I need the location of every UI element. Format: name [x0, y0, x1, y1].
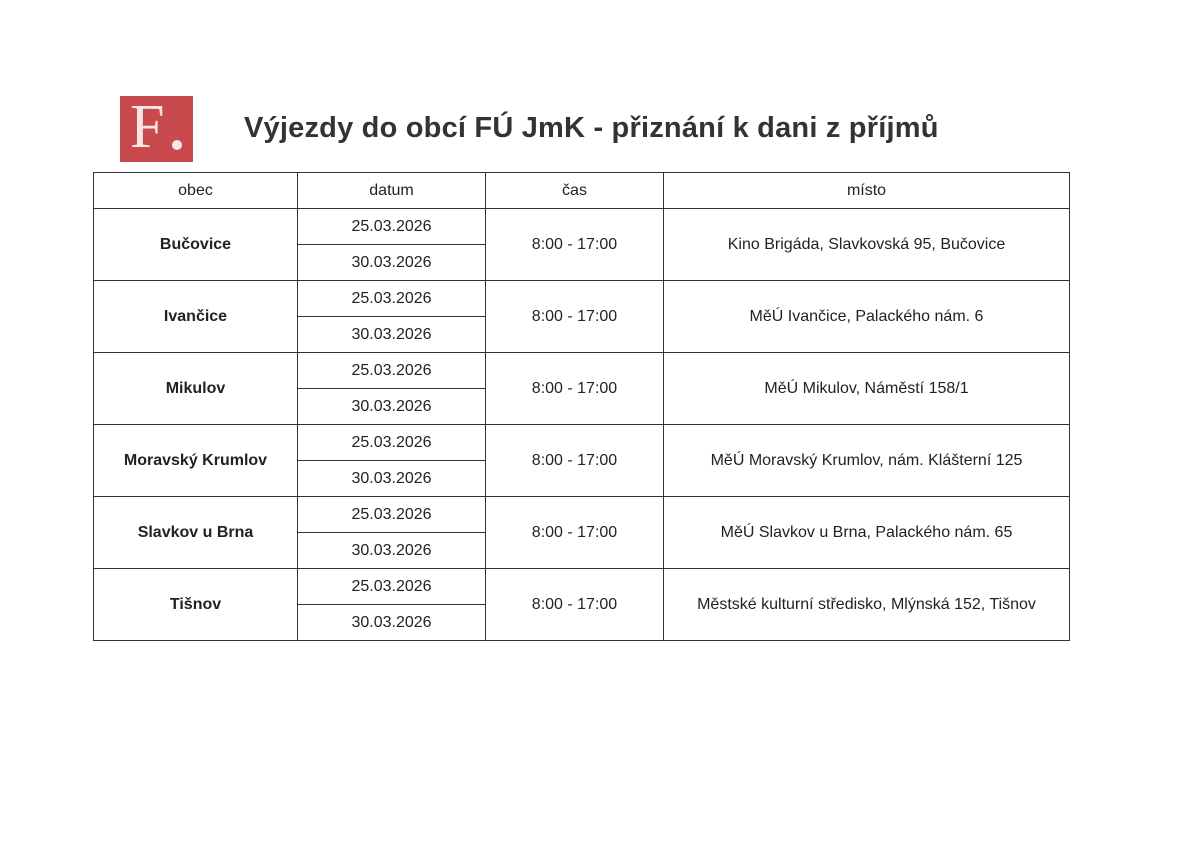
time-cell: 8:00 - 17:00 — [486, 353, 664, 425]
logo-letter: F — [130, 93, 165, 161]
table-row — [94, 209, 1070, 245]
time-cell: 8:00 - 17:00 — [486, 209, 664, 281]
date-cell: 30.03.2026 — [298, 389, 486, 425]
page-title: Výjezdy do obcí FÚ JmK - přiznání k dani z příjmů — [244, 112, 939, 144]
table-row — [94, 569, 1070, 605]
place-cell: MěÚ Slavkov u Brna, Palackého nám. 65 — [664, 497, 1070, 569]
date-cell: 30.03.2026 — [298, 605, 486, 641]
obec-cell: Mikulov — [94, 353, 298, 425]
date-cell: 25.03.2026 — [298, 425, 486, 461]
date-cell: 25.03.2026 — [298, 497, 486, 533]
obec-cell: Bučovice — [94, 209, 298, 281]
time-cell: 8:00 - 17:00 — [486, 425, 664, 497]
table-header-row — [94, 173, 1070, 209]
date-cell: 25.03.2026 — [298, 281, 486, 317]
schedule-table — [93, 172, 1070, 641]
obec-cell: Ivančice — [94, 281, 298, 353]
date-cell: 25.03.2026 — [298, 353, 486, 389]
table-row — [94, 425, 1070, 461]
obec-cell: Moravský Krumlov — [94, 425, 298, 497]
date-cell: 30.03.2026 — [298, 317, 486, 353]
date-cell: 30.03.2026 — [298, 533, 486, 569]
date-cell: 30.03.2026 — [298, 461, 486, 497]
header-cas: čas — [486, 173, 664, 209]
table-row — [94, 497, 1070, 533]
place-cell: MěÚ Ivančice, Palackého nám. 6 — [664, 281, 1070, 353]
place-cell: Městské kulturní středisko, Mlýnská 152, Tišnov — [664, 569, 1070, 641]
header-misto: místo — [664, 173, 1070, 209]
table-row — [94, 281, 1070, 317]
header-obec: obec — [94, 173, 298, 209]
place-cell: MěÚ Moravský Krumlov, nám. Klášterní 125 — [664, 425, 1070, 497]
time-cell: 8:00 - 17:00 — [486, 281, 664, 353]
time-cell: 8:00 - 17:00 — [486, 569, 664, 641]
time-cell: 8:00 - 17:00 — [486, 497, 664, 569]
logo-dot — [172, 140, 182, 150]
place-cell: Kino Brigáda, Slavkovská 95, Bučovice — [664, 209, 1070, 281]
header-datum: datum — [298, 173, 486, 209]
table-row — [94, 353, 1070, 389]
date-cell: 25.03.2026 — [298, 569, 486, 605]
date-cell: 25.03.2026 — [298, 209, 486, 245]
financni-sprava-logo — [120, 93, 193, 162]
obec-cell: Slavkov u Brna — [94, 497, 298, 569]
obec-cell: Tišnov — [94, 569, 298, 641]
place-cell: MěÚ Mikulov, Náměstí 158/1 — [664, 353, 1070, 425]
date-cell: 30.03.2026 — [298, 245, 486, 281]
